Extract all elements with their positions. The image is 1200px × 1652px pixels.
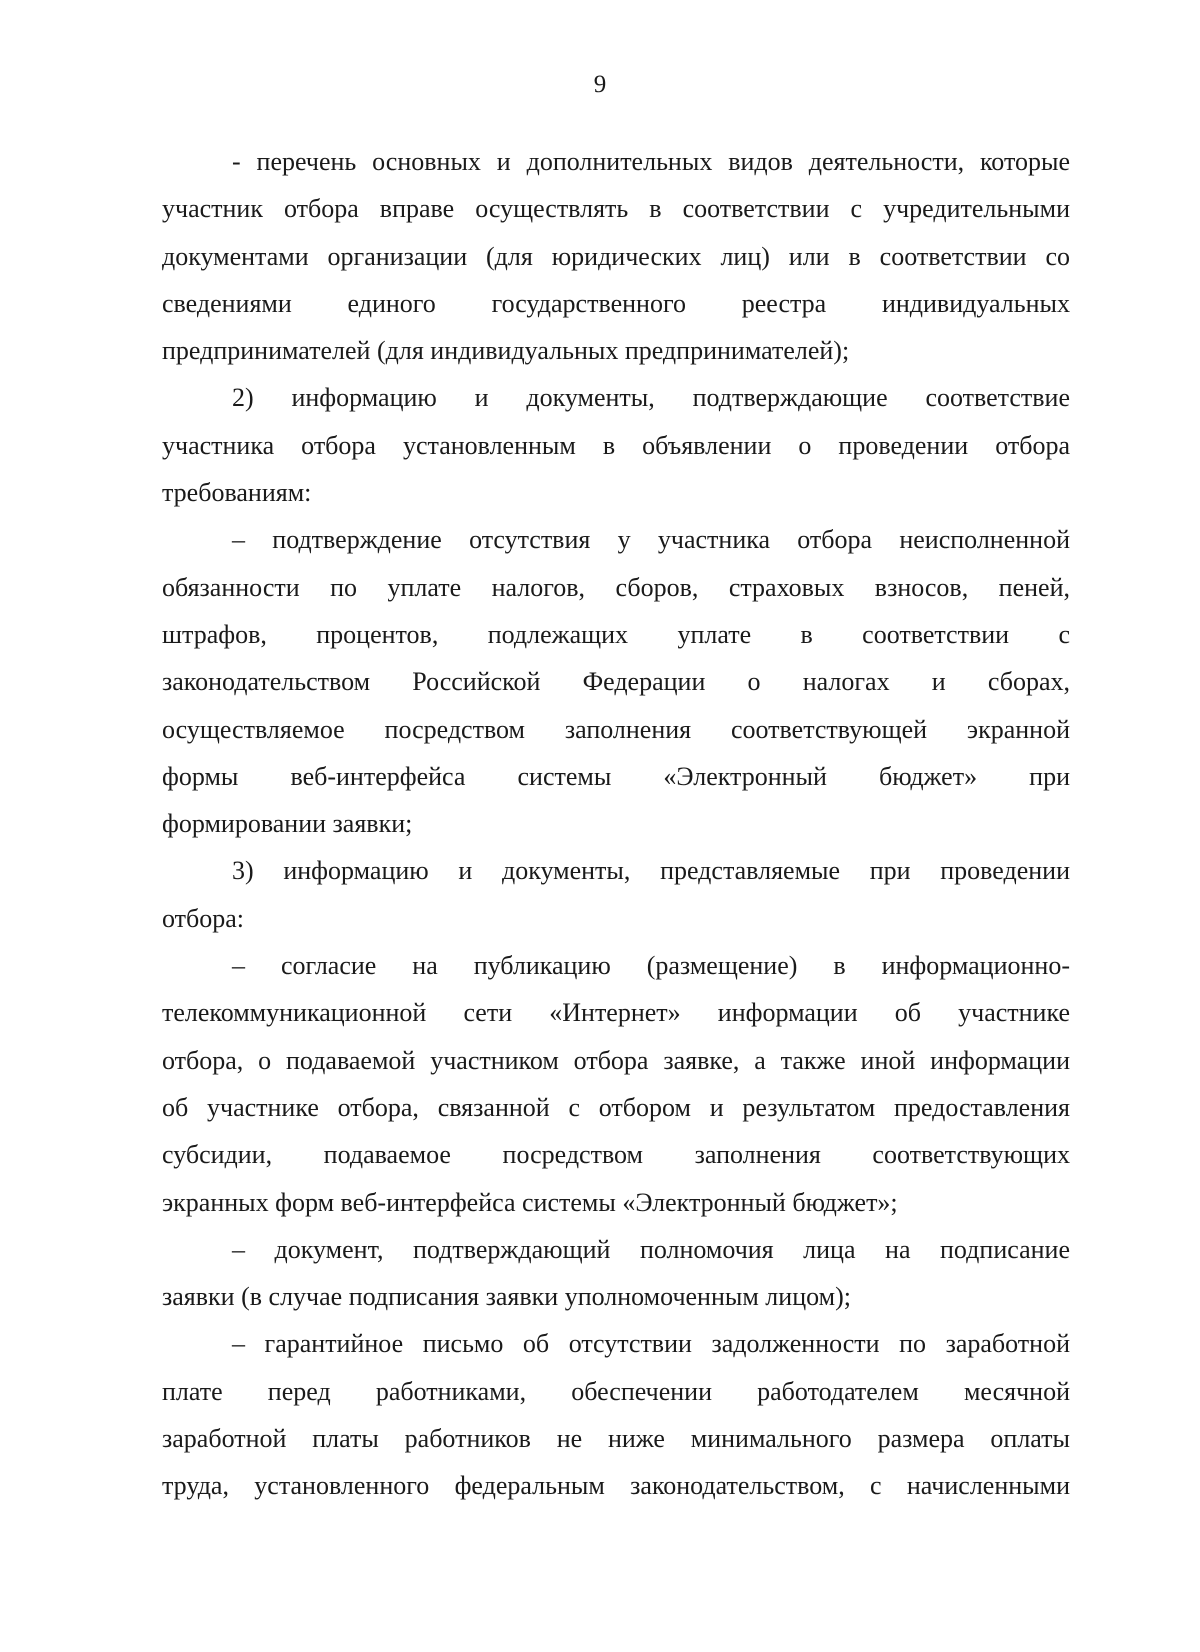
text-line: экранных форм веб-интерфейса системы «Электронный бюджет»;: [162, 1187, 898, 1217]
text-line: субсидии, подаваемое посредством заполнения соответствующих: [162, 1140, 1070, 1170]
text-line: – согласие на публикацию (размещение) в информационно-: [232, 951, 1070, 981]
paragraph-activities-list: [162, 138, 1070, 374]
text-line: формы веб-интерфейса системы «Электронный бюджет» при: [162, 761, 1070, 791]
text-line: – подтверждение отсутствия у участника отбора неисполненной: [232, 525, 1070, 555]
text-line: документами организации (для юридических лиц) или в соответствии со: [162, 241, 1070, 271]
text-line: заработной платы работников не ниже минимального размера оплаты: [162, 1424, 1070, 1454]
document-body: [162, 138, 1070, 1510]
text-line: труда, установленного федеральным законодательством, с начисленными: [162, 1471, 1070, 1501]
text-line: отбора, о подаваемой участником отбора заявке, а также иной информации: [162, 1045, 1070, 1075]
paragraph-item-2: [162, 374, 1070, 516]
text-line: отбора:: [162, 903, 245, 933]
text-line: об участнике отбора, связанной с отбором и результатом предоставления: [162, 1092, 1070, 1122]
text-line: – документ, подтверждающий полномочия лица на подписание: [232, 1234, 1070, 1264]
paragraph-authority-document: [162, 1226, 1070, 1321]
text-line: – гарантийное письмо об отсутствии задолженности по заработной: [232, 1329, 1070, 1359]
text-line: - перечень основных и дополнительных видов деятельности, которые: [232, 147, 1070, 176]
text-line: законодательством Российской Федерации о налогах и сборах,: [162, 667, 1070, 697]
text-line: 3) информацию и документы, представляемые при проведении: [232, 856, 1070, 886]
page-number: 9: [593, 71, 607, 98]
text-line: осуществляемое посредством заполнения соответствующей экранной: [162, 714, 1070, 744]
text-line: обязанности по уплате налогов, сборов, страховых взносов, пеней,: [162, 572, 1070, 602]
paragraph-tax-confirmation: [162, 516, 1070, 847]
text-line: 2) информацию и документы, подтверждающие соответствие: [232, 383, 1070, 413]
text-line: формировании заявки;: [162, 809, 413, 839]
text-line: требованиям:: [162, 478, 312, 508]
text-line: предпринимателей (для индивидуальных предпринимателей);: [162, 336, 850, 366]
text-line: штрафов, процентов, подлежащих уплате в соответствии с: [162, 619, 1070, 649]
paragraph-publication-consent: [162, 942, 1070, 1226]
text-line: участник отбора вправе осуществлять в соответствии с учредительными: [162, 194, 1070, 224]
text-line: участника отбора установленным в объявлении о проведении отбора: [162, 430, 1070, 460]
paragraph-item-3: [162, 847, 1070, 942]
text-line: телекоммуникационной сети «Интернет» информации об участнике: [162, 998, 1070, 1028]
text-line: заявки (в случае подписания заявки уполномоченным лицом);: [162, 1282, 851, 1312]
paragraph-guarantee-letter: [162, 1320, 1070, 1509]
text-line: плате перед работниками, обеспечении работодателем месячной: [162, 1376, 1070, 1406]
text-line: сведениями единого государственного реестра индивидуальных: [162, 288, 1070, 318]
